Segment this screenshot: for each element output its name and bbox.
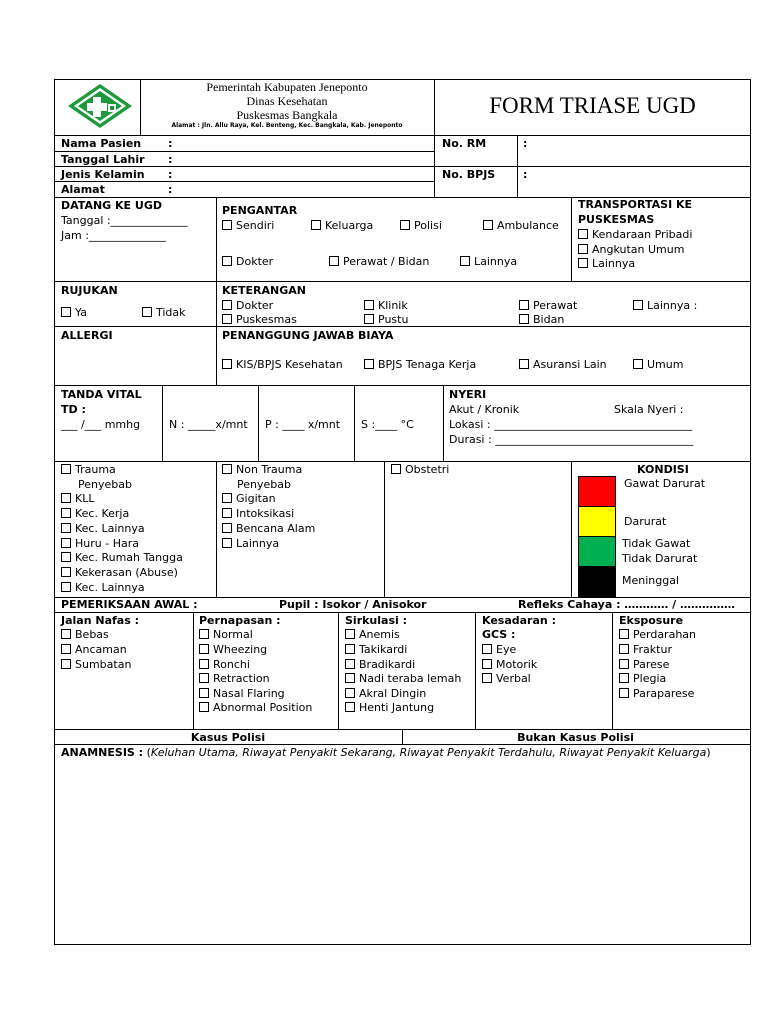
checkbox[interactable] [61,582,71,592]
trauma-option[interactable]: Kekerasan (Abuse) [61,566,178,579]
checkbox[interactable] [482,644,492,654]
checkbox[interactable] [142,307,152,317]
checkbox[interactable] [519,359,529,369]
eksposure-option[interactable]: Paraparese [619,687,694,700]
checkbox[interactable] [311,220,321,230]
pernapasan-title: Pernapasan : [199,614,281,627]
checkbox[interactable] [222,256,232,266]
pernapasan-option[interactable]: Ronchi [199,658,250,671]
checkbox[interactable] [199,644,209,654]
checkbox[interactable] [345,629,355,639]
jalan-nafas-option[interactable]: Ancaman [61,643,127,656]
sirkulasi-title: Sirkulasi : [345,614,408,627]
nyeri-durasi[interactable]: Durasi : ____________________________________ [449,433,694,446]
checkbox[interactable] [61,538,71,548]
checkbox[interactable] [619,673,629,683]
nadi-field[interactable]: N : _____x/mnt [169,418,248,431]
checkbox[interactable] [345,644,355,654]
transportasi-title: TRANSPORTASI KE [578,198,693,211]
header-address: Alamat : Jln. Allu Raya, Kel. Benteng, Kec. Bangkala, Kab. Jeneponto [171,122,403,129]
transportasi-option[interactable]: Lainnya [578,257,635,270]
kondisi-title: KONDISI [637,463,689,476]
checkbox[interactable] [61,508,71,518]
divider [193,612,194,729]
checkbox[interactable] [633,359,643,369]
datang-title: DATANG KE UGD [61,199,162,212]
checkbox[interactable] [329,256,339,266]
checkbox[interactable] [61,552,71,562]
divider [354,385,355,461]
checkbox[interactable] [222,508,232,518]
kondisi-label: Meninggal [622,574,680,587]
pernapasan-option[interactable]: Abnormal Position [199,701,312,714]
sirkulasi-option[interactable]: Takikardi [345,643,407,656]
checkbox[interactable] [578,244,588,254]
checkbox[interactable] [222,314,232,324]
kasus-polisi[interactable]: Kasus Polisi [190,731,266,744]
nyeri-title: NYERI [449,388,487,401]
penanggung-option[interactable]: BPJS Tenaga Kerja [364,358,476,371]
pengantar-option[interactable]: Ambulance [483,219,559,232]
divider [54,385,750,386]
checkbox[interactable] [460,256,470,266]
anamnesis-description: Keluhan Utama, Riwayat Penyakit Sekarang, Riwayat Penyakit Terdahulu, Riwayat Penyakit Keluarga [150,746,707,759]
pernapasan-field[interactable]: P : ____ x/mnt [265,418,341,431]
jenis-kelamin-label: Jenis Kelamin [61,168,145,181]
divider [475,612,476,729]
checkbox[interactable] [61,567,71,577]
pengantar-option[interactable]: Keluarga [311,219,373,232]
checkbox[interactable] [199,702,209,712]
gcs-label: GCS : [482,628,516,641]
kondisi-label: Gawat Darurat [624,477,706,490]
colon: : [168,183,173,196]
checkbox[interactable] [619,659,629,669]
checkbox[interactable] [222,523,232,533]
kondisi-swatch-green[interactable] [578,536,616,568]
datang-tanggal: Tanggal :______________ [61,214,188,227]
rujukan-option[interactable]: Ya [61,306,87,319]
checkbox[interactable] [222,359,232,369]
colon: : [168,137,173,150]
rujukan-title: RUJUKAN [61,284,118,297]
pernapasan-option[interactable]: Wheezing [199,643,267,656]
keterangan-option[interactable]: Lainnya : [633,299,697,312]
kondisi-label: Tidak Darurat [622,552,698,565]
penanggung-option[interactable]: KIS/BPJS Kesehatan [222,358,343,371]
trauma-option[interactable]: Trauma [61,463,116,476]
checkbox[interactable] [345,702,355,712]
jalan-nafas-option[interactable]: Bebas [61,628,109,641]
kondisi-swatch-yellow[interactable] [578,506,616,538]
divider [54,744,750,745]
divider [54,612,750,613]
checkbox[interactable] [364,314,374,324]
checkbox[interactable] [222,538,232,548]
divider [517,135,518,197]
divider [612,612,613,729]
obstetri-option[interactable]: Obstetri [391,463,449,476]
checkbox[interactable] [633,300,643,310]
divider [54,166,434,167]
trauma-option[interactable]: Kec. Rumah Tangga [61,551,183,564]
divider [258,385,259,461]
trauma-option[interactable]: KLL [61,492,94,505]
anamnesis-label: ANAMNESIS : [61,746,144,759]
td-field[interactable]: ___ /___ mmhg [61,418,141,431]
checkbox[interactable] [222,220,232,230]
pengantar-title: PENGANTAR [222,204,298,217]
nontrauma-option[interactable]: Gigitan [222,492,276,505]
divider [443,385,444,461]
kondisi-label: Darurat [624,515,667,528]
checkbox[interactable] [61,629,71,639]
kondisi-swatch-red[interactable] [578,476,616,508]
checkbox[interactable] [222,464,232,474]
divider [384,461,385,597]
checkbox[interactable] [364,359,374,369]
checkbox[interactable] [619,629,629,639]
checkbox[interactable] [482,659,492,669]
header-line-1: Pemerintah Kabupaten Jeneponto [206,80,368,94]
no-rm-label: No. RM [442,137,487,150]
puskesmas-logo [66,82,134,134]
eksposure-option[interactable]: Plegia [619,672,666,685]
checkbox[interactable] [199,688,209,698]
trauma-option[interactable]: Huru - Hara [61,537,139,550]
kondisi-swatch-black[interactable] [578,566,616,598]
sirkulasi-option[interactable]: Akral Dingin [345,687,426,700]
checkbox[interactable] [364,300,374,310]
keterangan-option[interactable]: Puskesmas [222,313,297,326]
keterangan-option[interactable]: Pustu [364,313,408,326]
nyeri-lokasi[interactable]: Lokasi : ____________________________________ [449,418,693,431]
trauma-option[interactable]: Kec. Lainnya [61,522,145,535]
checkbox[interactable] [519,300,529,310]
checkbox[interactable] [222,300,232,310]
trauma-option[interactable]: Kec. Kerja [61,507,129,520]
nontrauma-option[interactable]: Non Trauma [222,463,302,476]
transportasi-title: PUSKESMAS [578,213,655,226]
pengantar-option[interactable]: Lainnya [460,255,517,268]
checkbox[interactable] [391,464,401,474]
checkbox[interactable] [578,258,588,268]
trauma-penyebab: Penyebab [78,478,132,491]
checkbox[interactable] [619,644,629,654]
header-line-3: Puskesmas Bangkala [236,108,338,122]
nyeri-akut: Akut / Kronik [449,403,520,416]
kesadaran-title: Kesadaran : [482,614,556,627]
checkbox[interactable] [519,314,529,324]
kesadaran-option[interactable]: Verbal [482,672,531,685]
suhu-field[interactable]: S :____ °C [361,418,414,431]
colon: : [523,137,528,150]
pengantar-option[interactable]: Dokter [222,255,273,268]
rujukan-option[interactable]: Tidak [142,306,186,319]
checkbox[interactable] [199,629,209,639]
eksposure-option[interactable]: Parese [619,658,669,671]
pernapasan-option[interactable]: Nasal Flaring [199,687,285,700]
pupil-label: Pupil : Isokor / Anisokor [279,598,427,611]
eksposure-title: Eksposure [619,614,684,627]
colon: : [523,168,528,181]
eksposure-option[interactable]: Fraktur [619,643,672,656]
nontrauma-option[interactable]: Bencana Alam [222,522,315,535]
pengantar-option[interactable]: Sendiri [222,219,274,232]
checkbox[interactable] [222,493,232,503]
jalan-nafas-option[interactable]: Sumbatan [61,658,131,671]
checkbox[interactable] [199,659,209,669]
td-label: TD : [61,403,86,416]
anamnesis-area[interactable] [56,762,746,940]
divider [54,281,750,282]
transportasi-option[interactable]: Kendaraan Pribadi [578,228,692,241]
checkbox[interactable] [345,673,355,683]
trauma-option[interactable]: Kec. Lainnya [61,581,145,594]
divider [571,197,572,281]
keterangan-option[interactable]: Perawat [519,299,577,312]
nontrauma-option[interactable]: Intoksikasi [222,507,294,520]
nontrauma-option[interactable]: Lainnya [222,537,279,550]
keterangan-option[interactable]: Bidan [519,313,564,326]
divider [54,181,434,182]
alamat-label: Alamat [61,183,105,196]
checkbox[interactable] [61,644,71,654]
eksposure-option[interactable]: Perdarahan [619,628,696,641]
allergi-title: ALLERGI [61,329,113,342]
checkbox[interactable] [578,229,588,239]
divider [54,151,434,152]
checkbox[interactable] [199,673,209,683]
divider [435,166,750,167]
penanggung-option[interactable]: Umum [633,358,683,371]
kesadaran-option[interactable]: Motorik [482,658,537,671]
checkbox[interactable] [61,493,71,503]
divider [338,612,339,729]
pernapasan-option[interactable]: Retraction [199,672,270,685]
sirkulasi-option[interactable]: Henti Jantung [345,701,434,714]
checkbox[interactable] [61,523,71,533]
checkbox[interactable] [345,688,355,698]
divider [216,461,217,597]
keterangan-option[interactable]: Klinik [364,299,408,312]
pengantar-option[interactable]: Perawat / Bidan [329,255,429,268]
checkbox[interactable] [61,464,71,474]
divider [571,461,572,597]
pengantar-option[interactable]: Polisi [400,219,442,232]
checkbox[interactable] [619,688,629,698]
checkbox[interactable] [400,220,410,230]
colon: : [168,153,173,166]
bukan-kasus-polisi[interactable]: Bukan Kasus Polisi [517,731,634,744]
keterangan-title: KETERANGAN [222,284,306,297]
pernapasan-option[interactable]: Normal [199,628,253,641]
jalan-nafas-title: Jalan Nafas : [61,614,139,627]
checkbox[interactable] [483,220,493,230]
no-bpjs-label: No. BPJS [442,168,496,181]
header-line-2: Dinas Kesehatan [246,94,328,108]
penanggung-title: PENANGGUNG JAWAB BIAYA [222,329,394,342]
kondisi-label: Tidak Gawat [622,537,691,550]
nama-label: Nama Pasien [61,137,142,150]
sirkulasi-option[interactable]: Nadi teraba lemah [345,672,461,685]
nontrauma-penyebab: Penyebab [237,478,291,491]
keterangan-option[interactable]: Dokter [222,299,273,312]
checkbox[interactable] [345,659,355,669]
divider [54,326,750,327]
divider [216,197,217,385]
colon: : [168,168,173,181]
anamnesis-line: ANAMNESIS : (Keluhan Utama, Riwayat Penyakit Sekarang, Riwayat Penyakit Terdahulu, Riwayat Penyakit Keluarga) [61,746,711,759]
checkbox[interactable] [61,659,71,669]
skala-nyeri: Skala Nyeri : [614,403,684,416]
datang-jam: Jam :______________ [61,229,166,242]
kesadaran-option[interactable]: Eye [482,643,516,656]
form-title: FORM TRIASE UGD [489,93,696,118]
divider [54,461,750,462]
tgl-lahir-label: Tanggal Lahir [61,153,145,166]
refleks-label: Refleks Cahaya : ………… / …………… [518,598,735,611]
divider [54,135,750,136]
pemeriksaan-title: PEMERIKSAAN AWAL : [61,598,198,611]
sirkulasi-option[interactable]: Anemis [345,628,400,641]
vital-title: TANDA VITAL [61,388,142,401]
divider [162,385,163,461]
transportasi-option[interactable]: Angkutan Umum [578,243,684,256]
sirkulasi-option[interactable]: Bradikardi [345,658,415,671]
penanggung-option[interactable]: Asuransi Lain [519,358,607,371]
checkbox[interactable] [61,307,71,317]
checkbox[interactable] [482,673,492,683]
